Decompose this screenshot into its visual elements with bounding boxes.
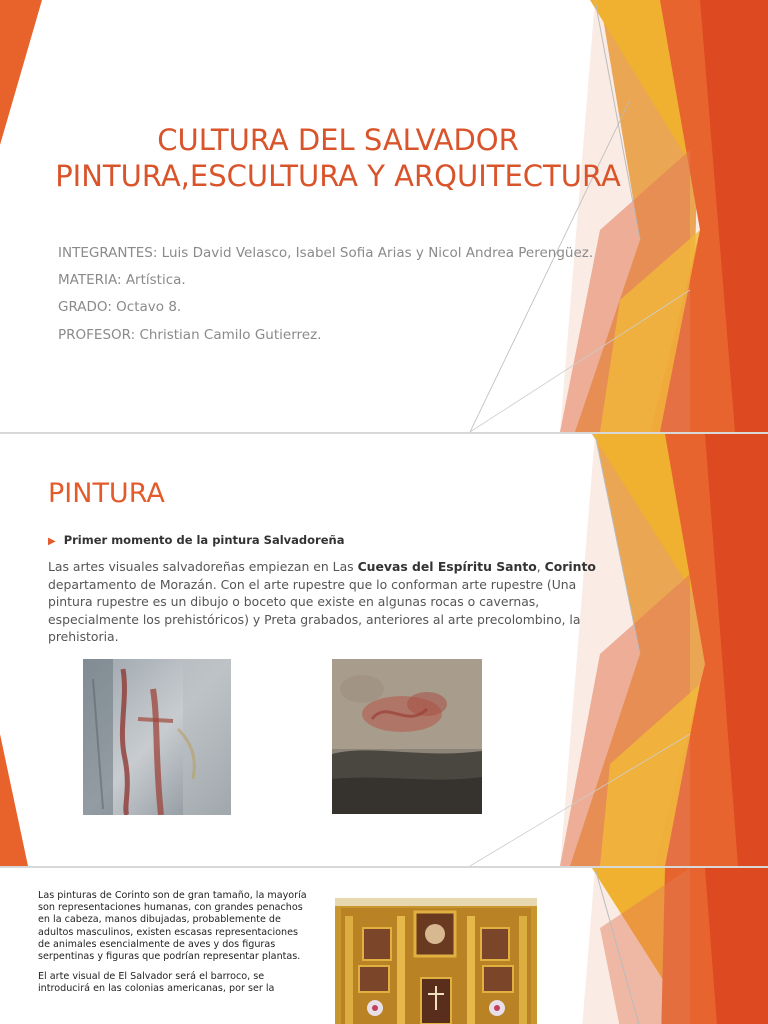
para-text-3: departamento de Morazán. Con el arte rupestre que lo conforman arte rupestre (Una pintura rupestre es un dibujo o boceto que existe en algunas rocas o cavernas, especialmente los prehistóricos) y Preta grabados, anteriores al arte precolombino, la prehistoria. [48,576,581,644]
decorative-shapes [0,0,768,432]
materia-value: Artística. [121,272,186,288]
grado-value: Octavo 8. [111,299,182,315]
integrantes-value: Luis David Velasco, Isabel Sofia Arias y Nicol Andrea Perengüez. [157,245,594,261]
bullet-triangle-icon: ▶ [48,536,56,547]
cave-painting-photo-2 [332,659,482,814]
profesor-label: PROFESOR: [58,327,136,343]
profesor-line [58,326,321,344]
paragraph-2: El arte visual de El Salvador será el barroco, se introducirá en las colonias americanas, por ser la [38,971,275,995]
grado-label: GRADO: [58,299,112,315]
integrantes-label: INTEGRANTES: [58,245,158,261]
grado-line [58,298,181,316]
slide-pintura [0,434,768,866]
integrantes-line [58,244,593,262]
profesor-value: Christian Camilo Gutierrez. [135,327,322,343]
paragraph-1: Las pinturas de Corinto son de gran tamaño, la mayoría son representaciones humanas, con grandes penachos en la cabeza, manos dibujadas, probablemente de adultos masculinos, existen escasas representaciones de animales esencialmente de aves y dos figuras serpentinas y figuras que podrían representar plantas. [38,890,307,963]
materia-line [58,271,186,289]
cave-painting-photo-1 [83,659,231,815]
para-text-1: Las artes visuales salvadoreñas empiezan en Las [48,559,358,574]
section-heading: PINTURA [48,478,165,509]
slide-title-text [0,122,676,194]
para-text-2: , [536,559,545,574]
title-line-1: CULTURA DEL SALVADOR [157,123,519,157]
para-bold-2: Corinto [544,559,596,574]
title-line-2: PINTURA,ESCULTURA Y ARQUITECTURA [55,159,621,193]
materia-label: MATERIA: [58,272,122,288]
body-text [38,890,310,1004]
slide-corinto [0,868,768,1024]
para-bold-1: Cuevas del Espíritu Santo [357,559,537,574]
bullet-text: Primer momento de la pintura Salvadoreña [63,533,345,547]
slide-title [0,0,768,432]
baroque-altarpiece-photo [335,898,537,1024]
body-paragraph [48,558,608,646]
bullet-item [48,533,344,547]
